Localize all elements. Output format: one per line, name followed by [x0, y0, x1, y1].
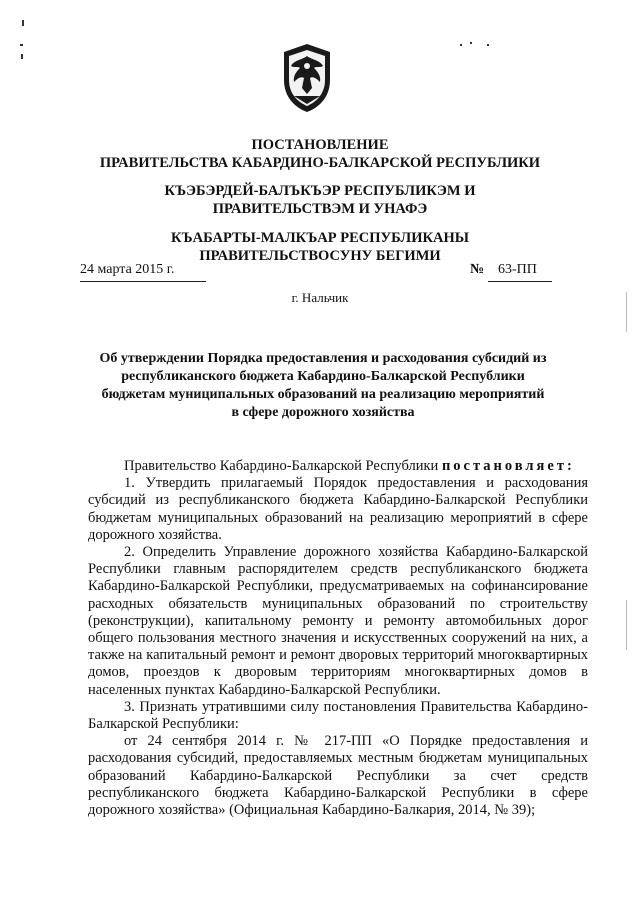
kabardian-heading: КЪЭБЭРДЕЙ-БАЛЪКЪЭР РЕСПУБЛИКЭМ И ПРАВИТЕЛЬСТВЭМ И УНАФЭ: [164, 183, 476, 217]
balkar-heading: КЪАБАРТЫ-МАЛКЪАР РЕСПУБЛИКАНЫ ПРАВИТЕЛЬСТВОСУНУ БЕГИМИ: [171, 230, 469, 264]
paragraph-4: от 24 сентября 2014 г. № 217-ПП «О Порядке предоставления и расходования субсидий, предоставляемых местным бюджетам муниципальных образований Кабардино-Балкарской Республики за счет средств республиканского бюджета Кабардино-Балкарской Республики в сфере дорожного хозяйства» (Официальная Кабардино-Балкария, 2014, № 39);: [88, 733, 588, 819]
scan-speck: [487, 44, 489, 46]
decree-title: Об утверждении Порядка предоставления и расходования субсидий из республиканского бюджета Кабардино-Балкарской Республики бюджетам муниципальных образований на реализацию мероприятий в сфере дорожного хозяйства: [99, 351, 547, 420]
paragraph-3: 3. Признать утратившими силу постановления Правительства Кабардино-Балкарской Республики:: [88, 698, 588, 733]
number-sign: №: [470, 262, 485, 277]
scan-edge-mark: [626, 292, 627, 332]
government-heading: ПРАВИТЕЛЬСТВА КАБАРДИНО-БАЛКАРСКОЙ РЕСПУБЛИКИ: [99, 155, 541, 171]
date-underline: [80, 281, 206, 282]
coat-of-arms-emblem-icon: [280, 42, 334, 114]
intro-paragraph: [88, 458, 588, 475]
paragraph-2: 2. Определить Управление дорожного хозяйства Кабардино-Балкарской Республики главным распорядителем средств республиканского бюджета Кабардино-Балкарской Республики, предусматриваемых на софинансирование расходных обязательств муниципальных образований по строительству (реконструкции), капитальному ремонту и ремонту автомобильных дорог общего пользования местного значения и искусственных сооружений на них, а также на капитальный ремонт и ремонт дворовых территорий многоквартирных домов, проездов к дворовым территориям многоквартирных домов в населенных пунктах Кабардино-Балкарской Республики.: [88, 544, 588, 698]
scan-speck: [470, 42, 472, 44]
scan-speck: [460, 44, 462, 46]
decree-number: 63-ПП: [498, 262, 537, 277]
intro-text: Правительство Кабардино-Балкарской Республики: [124, 458, 439, 474]
scan-edge-mark: [626, 600, 627, 650]
doc-type-heading: ПОСТАНОВЛЕНИЕ: [251, 137, 389, 153]
scan-speck: [21, 54, 23, 59]
decree-word: постановляет:: [441, 458, 575, 474]
number-underline: [488, 281, 552, 282]
decree-date: 24 марта 2015 г.: [80, 262, 175, 277]
city: г. Нальчик: [291, 290, 349, 305]
scan-speck: [20, 44, 23, 46]
scan-speck: [22, 20, 24, 26]
decree-body: [88, 458, 588, 819]
paragraph-1: 1. Утвердить прилагаемый Порядок предоставления и расходования субсидий из республиканского бюджета Кабардино-Балкарской Республики бюджетам муниципальных образований на реализацию мероприятий в сфере дорожного хозяйства.: [88, 475, 588, 543]
